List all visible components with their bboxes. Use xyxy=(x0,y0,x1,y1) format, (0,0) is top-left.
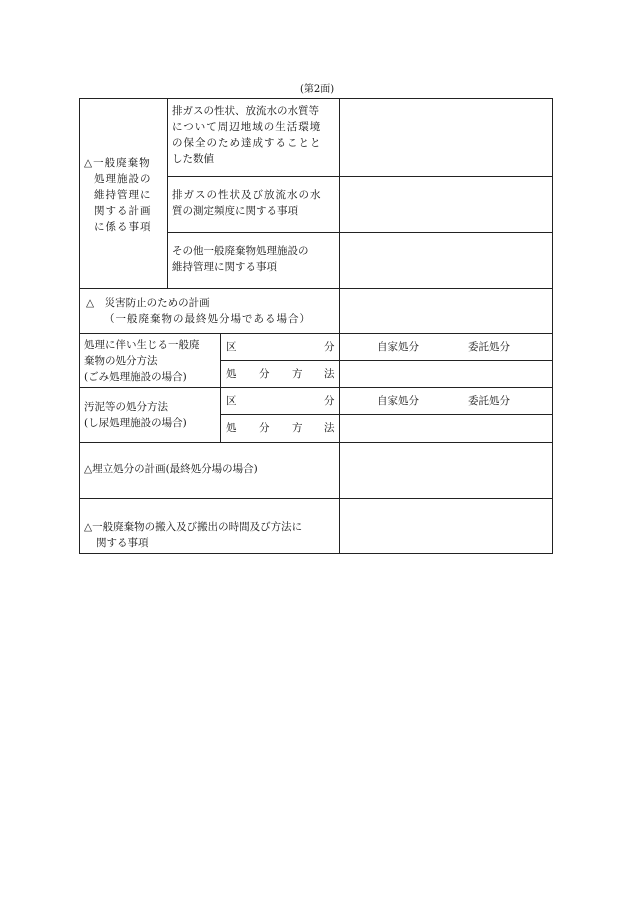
value-cell-other-maintenance[interactable] xyxy=(340,233,553,288)
method-char: 方 xyxy=(292,368,303,380)
disaster-prevention-label: △ 災害防止のための計画 （一般廃棄物の最終処分場である場合） xyxy=(86,297,311,325)
category-label-left: 区 xyxy=(226,341,237,353)
column-divider xyxy=(167,99,168,288)
value-cell-emission-targets[interactable] xyxy=(340,99,553,176)
value-cell-disaster-prevention[interactable] xyxy=(340,289,553,333)
form-table xyxy=(79,98,553,554)
method-char: 処 xyxy=(226,368,237,380)
category-label-right: 分 xyxy=(324,395,335,407)
value-cell-waste-transport[interactable] xyxy=(340,499,553,554)
value-cell-landfill-plan[interactable] xyxy=(340,443,553,498)
method-char: 方 xyxy=(292,422,303,434)
value-cell-waste-method[interactable] xyxy=(340,361,553,387)
sludge-disposal-method-label: 汚泥等の処分方法 (し尿処理施設の場合) xyxy=(84,401,187,429)
value-cell-measurement-frequency[interactable] xyxy=(340,177,553,232)
method-char: 法 xyxy=(324,368,335,380)
other-maintenance-label: その他一般廃棄物処理施設の 維持管理に関する事項 xyxy=(172,245,309,273)
value-cell-sludge-method[interactable] xyxy=(340,415,553,442)
page-label: (第2面) xyxy=(300,84,335,95)
landfill-plan-label: △埋立処分の計画(最終処分場の場合) xyxy=(84,463,258,475)
waste-disposal-method-label: 処理に伴い生じる一般廃 棄物の処分方法 (ごみ処理施設の場合) xyxy=(84,339,200,383)
waste-transport-label: △一般廃棄物の搬入及び搬出の時間及び方法に 関する事項 xyxy=(84,521,303,549)
emission-target-values-label: 排ガスの性状、放流水の水質等 について周辺地域の生活環境 の保全のため達成することと した数値 xyxy=(172,105,322,165)
method-char: 分 xyxy=(259,368,270,380)
category-label-left: 区 xyxy=(226,395,237,407)
facility-maintenance-label: △一般廃棄物 処理施設の 維持管理に 関する計画 に係る事項 xyxy=(84,157,152,233)
category-label-right: 分 xyxy=(324,341,335,353)
self-disposal-label: 自家処分 xyxy=(377,395,419,407)
self-disposal-label: 自家処分 xyxy=(377,341,419,353)
method-char: 法 xyxy=(324,422,335,434)
column-divider xyxy=(220,333,221,442)
row-divider xyxy=(80,333,553,334)
method-char: 処 xyxy=(226,422,237,434)
outsourced-disposal-label: 委託処分 xyxy=(468,341,510,353)
row-divider xyxy=(80,387,553,388)
outsourced-disposal-label: 委託処分 xyxy=(468,395,510,407)
method-char: 分 xyxy=(259,422,270,434)
measurement-frequency-label: 排ガスの性状及び放流水の水 質の測定頻度に関する事項 xyxy=(172,189,322,217)
